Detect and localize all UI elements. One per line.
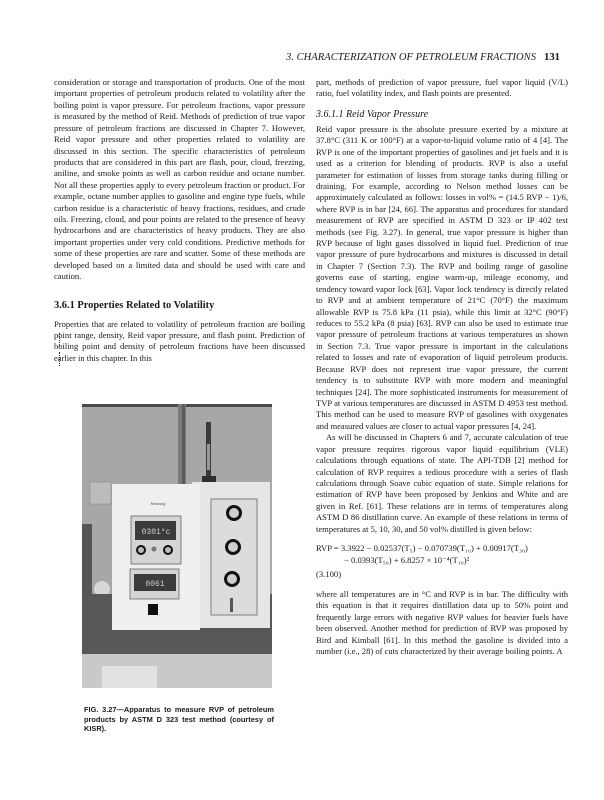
right-column (316, 77, 568, 658)
brand-label: Setaweg (150, 501, 166, 506)
scan-artifact (59, 352, 62, 366)
left-paragraph-2: Properties that are related to volatility of petroleum fraction are boiling point range, density, Reid vapor pressure, and flash point. Prediction of boiling point and density of petroleum fractions have been discussed earlier in this chapter. In this (54, 318, 305, 363)
subsection-heading: 3.6.1.1 Reid Vapor Pressure (316, 108, 429, 120)
apparatus-photo (82, 404, 272, 688)
figure-caption: FIG. 3.27—Apparatus to measure RVP of petroleum products by ASTM D 323 test method (courtesy of KISR). (84, 705, 274, 733)
right-paragraph-4: where all temperatures are in °C and RVP is in bar. The difficulty with this equation is that it requires distillation data up to 50% point and frequently large errors with negative RVP values for heavier fuels have been observed. Another method for prediction of RVP was proposed by Bird and Kimball [61]. In this method the gasoline is divided into a number (i.e., 28) of cuts characterized by their average boiling points. A (316, 589, 568, 657)
right-paragraph-3: As will be discussed in Chapters 6 and 7, accurate calculation of true vapor pressure requires rigorous vapor liquid equilibrium (VLE) calculations through equations of state. The API-TDB [2] method for calculation of RVP requires a tedious procedure with a series of flash calculations through Soave cubic equation of state. Simple relations for estimation of RVP have been proposed by Jenkins and White and are given in Ref. [61]. These relations are in terms of temperatures along ASTM D 86 distillation curve. An example of these relations in terms of temperatures at 5, 10, 30, and 50 vol% distilled is given below: (316, 432, 568, 534)
left-paragraph-1: consideration or storage and transportation of products. One of the most important properties of petroleum products related to volatility after the boiling point is vapor pressure. For petroleum fractions, vapor pressure is measured by the method of Reid. Methods of prediction of true vapor pressure of petroleum fractions are discussed in Chapter 7. However, Reid vapor pressure and other properties related to volatility are discussed in this section. The specific characteristics of petroleum products that are considered in this part are flash, pour, cloud, freezing, aniline, and smoke points as well as carbon residue and octane number. Not all these properties apply to every petroleum fraction or product. For example, octane number applies to gasoline and engine type fuels, while carbon residue is a characteristic of heavy fractions, residues, and crude oils. Freezing, cloud, and pour points are related to the presence of heavy hydrocarbons and are characteristics of heavy products. They are also important properties under very cold conditions. Predictive methods for some of these properties are rare and scatter. Some of these methods are developed based on a limited data and should be used with care and caution. (54, 77, 305, 282)
right-paragraph-1: part, methods of prediction of vapor pressure, fuel vapor liquid (V/L) ratio, fuel volatility index, and flash points are presented. (316, 77, 568, 99)
equation-number: (3.100) (316, 569, 342, 580)
right-paragraph-2: Reid vapor pressure is the absolute pressure exerted by a mixture at 37.8°C (311 K or 100°F) at a vapor-to-liquid volume ratio of 4 [4]. The RVP is one of the important properties of gasolines and jet fuels and it is used as a criterion for blending of products. RVP is also a useful parameter for estimation of losses from storage tanks during filling or draining. For example, according to Nelson method losses can be approximately calculated as follows: losses in vol% = (14.5 RVP − 1)/6, where RVP is in bar [24, 66]. The apparatus and procedures for standard measurement of RVP are specified in ASTM D 323 or IP 402 test methods (see Fig. 3.27). In general, true vapor pressure is higher than RVP because of light gases dissolved in liquid fuel. Prediction of true vapor pressure of pure hydrocarbons and mixtures is discussed in detail in Chapter 7 (Section 7.3). The RVP and boiling range of gasoline governs ease of starting, engine warm-up, mileage economy, and tendency toward vapor lock [63]. Vapor lock tendency is directly related to RVP and at ambient temperature of 21°C (70°F) the maximum allowable RVP is 75.8 kPa (11 psia), while this limit at 32°C (90°F) reduces to 55.2 kPa (8 psia) [63]. RVP can also be used to estimate true vapor pressure of petroleum fractions at various temperatures as shown in Section 7.3. True vapor pressure is important in the calculations related to losses and rate of evaporation of liquid petroleum products. Because RVP does not represent true vapor pressure, the current tendency is to substitute RVP with more modern and meaningful techniques [24]. The more sophisticated instruments for measurement of TVP at various temperatures are discussed in ASTM D 4953 test method. This method can be used to measure RVP of gasolines with oxygenates and measured values are closer to actual vapor pressures [4, 24]. (316, 123, 568, 431)
running-header (286, 52, 576, 63)
rvp-apparatus-illustration (82, 404, 272, 688)
scan-artifact (59, 333, 62, 347)
page-number: 131 (544, 52, 560, 63)
running-title: 3. CHARACTERIZATION OF PETROLEUM FRACTIONS (286, 52, 537, 63)
left-column (54, 77, 305, 364)
display-1: 0301°c (141, 528, 171, 537)
equation-line-2: − 0.0393(T₅₀) + 6.8257 × 10⁻⁴(T₁₀)² (344, 555, 470, 566)
section-heading: 3.6.1 Properties Related to Volatility (54, 299, 215, 311)
display-2: 0061 (145, 580, 165, 589)
equation-line-1: RVP = 3.3922 − 0.02537(T₅) − 0.070739(T₁₀) + 0.00917(T₃₀) (316, 543, 528, 554)
